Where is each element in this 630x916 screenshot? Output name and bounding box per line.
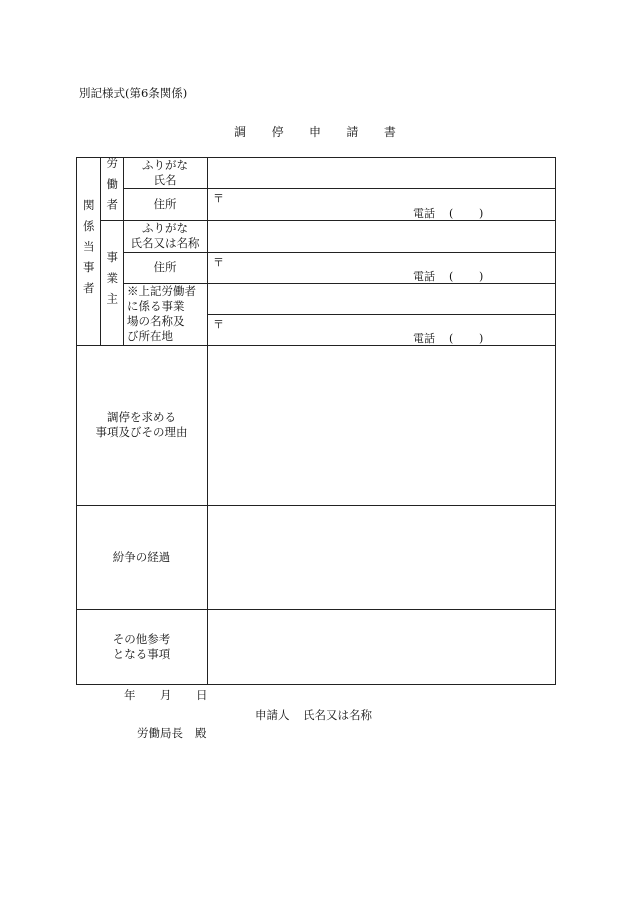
employer-group-label: 事業主: [105, 251, 120, 314]
other-items-label: その他参考 となる事項: [112, 631, 171, 661]
table-border-bottom: [76, 684, 556, 685]
employer-name-label: ふりがな 氏名又は名称: [130, 221, 200, 250]
postal-mark: 〒: [213, 256, 224, 269]
date-day: 日: [196, 688, 208, 702]
attachment-label: 別記様式(第6条関係): [79, 86, 188, 100]
workplace-name-field[interactable]: [208, 284, 555, 314]
dispute-history-field[interactable]: [208, 506, 555, 609]
worker-group-label: 労働者: [105, 157, 120, 220]
form-title: 調 停 申 請 書: [234, 125, 407, 139]
table-border-right: [555, 157, 556, 685]
worker-name-field[interactable]: [208, 158, 555, 188]
employer-address-label: 住所: [153, 260, 177, 274]
other-items-field[interactable]: [208, 610, 555, 684]
postal-mark: 〒: [213, 318, 224, 331]
application-table: [76, 157, 556, 685]
addressee: 労働局長: [137, 726, 183, 740]
worker-name-label: ふりがな 氏名: [142, 157, 188, 187]
applicant-name-label: 氏名又は名称: [303, 708, 372, 722]
honorific: 殿: [195, 726, 207, 740]
workplace-address-field[interactable]: [208, 315, 555, 345]
dispute-history-label: 紛争の経過: [112, 549, 171, 564]
employer-phone: 電話 ( ): [413, 270, 484, 283]
worker-address-field[interactable]: [208, 189, 555, 220]
date-month: 月: [160, 688, 172, 702]
employer-name-field[interactable]: [208, 221, 555, 252]
workplace-phone: 電話 ( ): [413, 332, 484, 345]
parties-label: 関係当事者: [81, 199, 96, 303]
employer-address-field[interactable]: [208, 253, 555, 283]
postal-mark: 〒: [213, 192, 224, 205]
mediation-items-label: 調停を求める 事項及びその理由: [95, 410, 188, 439]
date-year: 年: [124, 688, 136, 702]
applicant-label: 申請人: [255, 708, 290, 722]
worker-phone: 電話 ( ): [413, 207, 484, 220]
mediation-items-field[interactable]: [208, 346, 555, 505]
worker-address-label: 住所: [153, 196, 177, 211]
workplace-label: ※上記労働者 に係る事業 場の名称及 び所在地: [127, 284, 196, 343]
